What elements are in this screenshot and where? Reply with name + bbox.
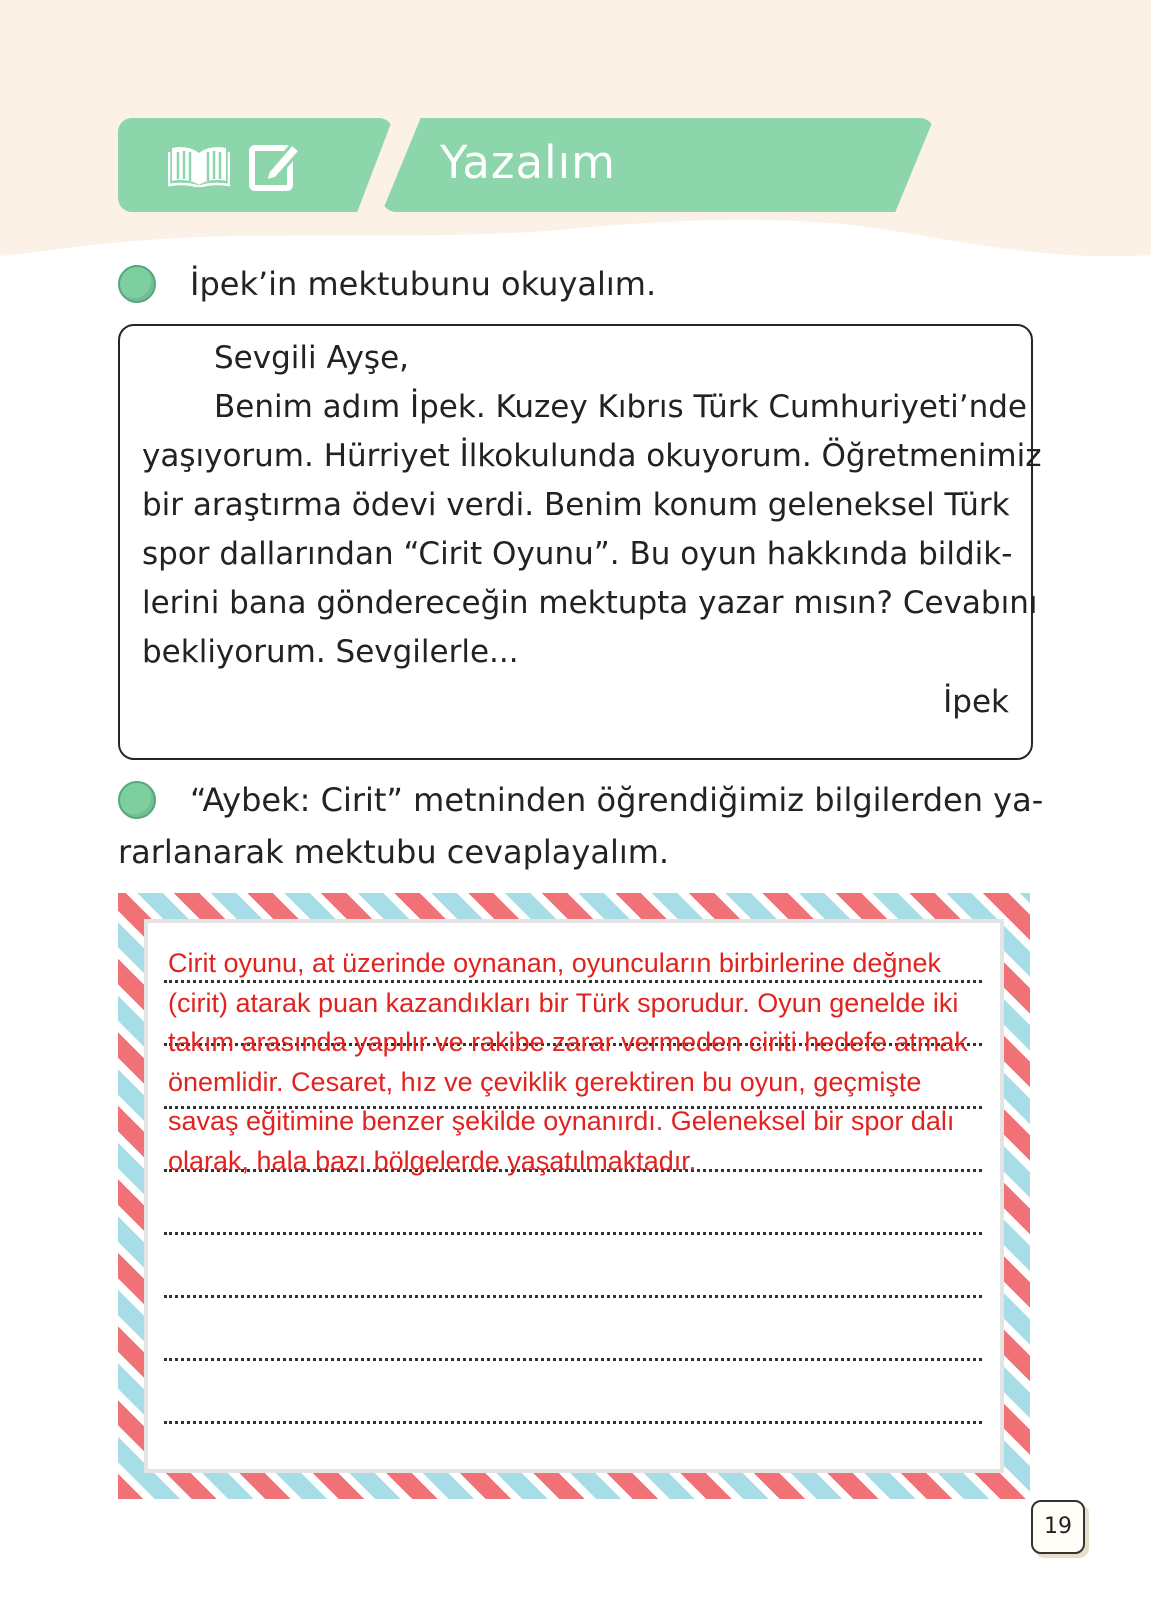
letter-line: bekliyorum. Sevgilerle...	[142, 634, 519, 670]
answer-text[interactable]: Cirit oyunu, at üzerinde oynanan, oyuncuların birbirlerine değnek (cirit) atarak puan kazandıkları bir Türk sporudur. Oyun genelde iki takım arasında yapılır ve rakibe zarar vermeden ciriti hedefe atmak önemlidir. Cesaret, hız ve çeviklik gerektiren bu oyun, geçmişte savaş eğitimine benzer şekilde oynanırdı. Geleneksel bir spor dalı olarak, hala bazı bölgelerde yaşatılmaktadır.	[168, 948, 968, 1176]
writing-line	[164, 1358, 982, 1361]
instruction-reply-line2: rarlanarak mektubu cevaplayalım.	[118, 833, 670, 871]
writing-line	[164, 1295, 982, 1298]
bullet-icon	[118, 781, 156, 819]
letter-line: yaşıyorum. Hürriyet İlkokulunda okuyorum. Öğretmenimiz	[142, 438, 1042, 474]
instruction-read: İpek’in mektubunu okuyalım.	[190, 265, 657, 303]
page-number: 19	[1031, 1500, 1085, 1554]
letter-line: spor dallarından “Cirit Oyunu”. Bu oyun hakkında bildik-	[142, 536, 1013, 572]
letter-box	[118, 324, 1042, 760]
letter-line: Sevgili Ayşe,	[214, 340, 409, 376]
bullet-icon	[118, 265, 156, 303]
letter-signature: İpek	[943, 684, 1009, 720]
writing-line	[164, 1232, 982, 1235]
edit-pencil-icon	[248, 136, 306, 194]
section-title: Yazalım	[440, 136, 616, 189]
writing-line	[164, 1421, 982, 1424]
header-icon-panel	[118, 118, 393, 212]
letter-line: Benim adım İpek. Kuzey Kıbrıs Türk Cumhuriyeti’nde	[214, 389, 1027, 425]
instruction-reply-line1: “Aybek: Cirit” metninden öğrendiğimiz bilgilerden ya-	[190, 781, 1044, 819]
open-book-icon	[168, 143, 230, 187]
letter-line: lerini bana göndereceğin mektupta yazar mısın? Cevabını	[142, 585, 1038, 621]
letter-line: bir araştırma ödevi verdi. Benim konum geleneksel Türk	[142, 487, 1010, 523]
